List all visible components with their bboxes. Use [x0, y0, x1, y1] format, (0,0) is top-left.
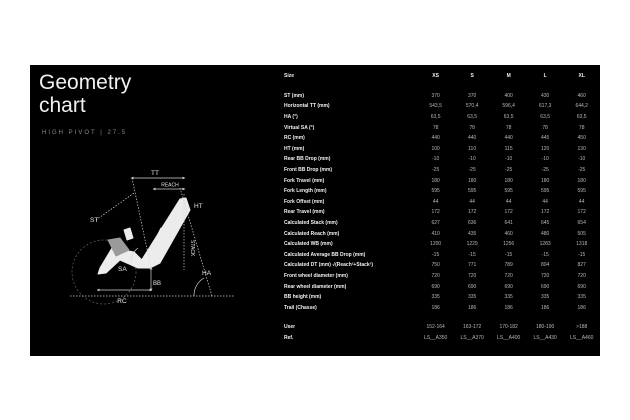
row-value: 172 — [577, 209, 586, 216]
row-label: Fork Offset (mm) — [284, 198, 325, 205]
row-value: -25 — [505, 167, 513, 174]
row-value: 186 — [431, 304, 440, 311]
row-value: 690 — [577, 283, 586, 290]
size-header: L — [543, 73, 547, 80]
table-row — [282, 144, 600, 155]
row-value: 505 — [577, 230, 586, 237]
table-row — [282, 154, 600, 165]
row-label: HT (mm) — [284, 145, 305, 152]
row-value: 641 — [504, 220, 513, 227]
diagram-label-bb: BB — [153, 281, 162, 287]
footer-value: LS__A430 — [533, 334, 557, 341]
row-value: 595 — [504, 188, 513, 195]
row-label: Front BB Drop (mm) — [284, 167, 333, 174]
row-label: Front wheel diameter (mm) — [284, 272, 348, 279]
row-value: 435 — [467, 230, 477, 237]
table-row — [282, 292, 600, 303]
row-value: 78 — [505, 124, 512, 131]
row-value: 63,5 — [540, 114, 551, 121]
row-value: 720 — [577, 272, 586, 279]
row-value: 78 — [469, 124, 475, 131]
row-value: 636 — [467, 220, 477, 227]
row-value: 186 — [540, 304, 550, 311]
row-value: 410 — [431, 230, 440, 237]
row-value: 172 — [431, 209, 440, 216]
table-row — [282, 165, 600, 176]
row-label: Rear Travel (mm) — [284, 209, 325, 216]
diagram-label-stack: STACK — [189, 240, 195, 257]
row-label: Rear BB Drop (mm) — [284, 156, 331, 163]
row-value: -15 — [541, 251, 549, 258]
table-row — [282, 271, 600, 282]
diagram-label-ht: HT — [194, 203, 203, 210]
table-row — [282, 239, 600, 250]
row-spacer — [282, 82, 600, 91]
table-row — [282, 207, 600, 218]
row-label: Calculated Stack (mm) — [284, 220, 338, 227]
footer-value: 170-182 — [499, 324, 518, 331]
size-header: XL — [578, 73, 585, 80]
row-value: 115 — [504, 145, 513, 152]
table-row — [282, 197, 600, 208]
table-row — [282, 122, 600, 133]
row-value: 690 — [504, 283, 513, 290]
row-value: 180 — [577, 177, 586, 184]
row-value: 63,5 — [503, 114, 514, 121]
table-row — [282, 260, 600, 271]
page-title — [39, 71, 131, 117]
row-value: 172 — [504, 209, 513, 216]
row-value: -25 — [432, 167, 440, 174]
frame-geometry-diagram — [34, 168, 234, 318]
footer-value: LS__A400 — [496, 334, 521, 341]
row-value: 771 — [467, 262, 477, 269]
row-value: -25 — [468, 167, 476, 174]
table-row — [282, 218, 600, 229]
row-value: -15 — [505, 251, 513, 258]
row-value: 460 — [504, 230, 513, 237]
diagram-label-st: ST — [90, 217, 99, 224]
size-header: XS — [432, 73, 439, 80]
row-value: 180 — [467, 177, 477, 184]
diagram-label-rc: RC — [117, 298, 127, 305]
row-spacer — [282, 313, 600, 322]
row-value: 1256 — [503, 241, 515, 248]
row-value: 63,5 — [467, 114, 477, 121]
table-row — [282, 302, 600, 313]
row-value: 335 — [467, 294, 477, 301]
row-value: 720 — [504, 272, 513, 279]
size-header: M — [506, 73, 511, 80]
row-value: 789 — [504, 262, 513, 269]
row-value: 130 — [577, 145, 586, 152]
row-label: Calculated WB (mm) — [284, 241, 333, 248]
row-label: Horizontal TT (mm) — [284, 103, 330, 110]
ha-arc — [194, 278, 204, 296]
row-value: 78 — [578, 124, 585, 131]
row-value: 1200 — [430, 241, 442, 248]
row-value: 370 — [431, 92, 440, 99]
row-label: Trail (Chasse) — [284, 304, 317, 311]
table-row — [282, 112, 600, 123]
row-value: -10 — [505, 156, 513, 163]
row-value: 595 — [467, 188, 477, 195]
row-value: 644,2 — [575, 103, 588, 110]
row-value: 120 — [540, 145, 550, 152]
footer-value: LS__A460 — [570, 334, 594, 341]
row-value: 180 — [504, 177, 513, 184]
title-line-2: chart — [39, 94, 86, 117]
footer-value: LS__A350 — [423, 334, 448, 341]
row-value: 440 — [467, 135, 477, 142]
row-value: 180 — [431, 177, 440, 184]
row-value: 335 — [577, 294, 586, 301]
row-value: 720 — [540, 272, 550, 279]
row-value: 186 — [467, 304, 477, 311]
table-row — [282, 101, 600, 112]
footer-label: User — [284, 324, 296, 331]
row-value: 186 — [504, 304, 513, 311]
row-value: 44 — [542, 198, 548, 205]
row-value: 450 — [577, 135, 586, 142]
diagram-label-sa: SA — [118, 266, 127, 273]
footer-value: 180-190 — [535, 324, 555, 331]
row-value: 440 — [431, 135, 440, 142]
row-value: 44 — [432, 198, 439, 205]
row-value: 1283 — [539, 241, 551, 248]
row-value: 750 — [431, 262, 440, 269]
row-value: -10 — [432, 156, 440, 163]
row-value: 172 — [540, 209, 550, 216]
row-value: 804 — [540, 262, 550, 269]
row-label: ST (mm) — [284, 92, 304, 99]
table-row — [282, 228, 600, 239]
row-value: -10 — [578, 156, 586, 163]
row-value: 596,4 — [502, 103, 515, 110]
geometry-table — [282, 71, 600, 343]
row-value: 570,4 — [465, 103, 479, 110]
row-value: 690 — [431, 283, 440, 290]
row-value: 78 — [542, 124, 548, 131]
row-label: Calculated Reach (mm) — [284, 230, 340, 237]
row-value: 400 — [504, 92, 513, 99]
title-line-1: Geometry — [39, 71, 132, 94]
row-value: -25 — [578, 167, 586, 174]
table-row — [282, 91, 600, 102]
row-value: 480 — [540, 230, 550, 237]
row-value: 78 — [432, 124, 439, 131]
table-footer-row — [282, 333, 600, 344]
table-row — [282, 250, 600, 261]
st-line — [96, 193, 134, 220]
row-value: 370 — [467, 92, 477, 99]
size-header: S — [470, 73, 474, 80]
row-label: Calculated Average BB Drop (mm) — [284, 251, 366, 258]
row-value: 100 — [431, 145, 440, 152]
row-value: 627 — [431, 220, 440, 227]
row-label: HA (°) — [284, 114, 298, 121]
row-value: 186 — [577, 304, 586, 311]
row-label: Fork Travel (mm) — [284, 177, 325, 184]
footer-value: >188 — [576, 324, 588, 331]
row-value: 63,5 — [430, 114, 441, 121]
row-value: 440 — [504, 135, 513, 142]
row-value: 654 — [577, 220, 586, 227]
row-value: 827 — [577, 262, 586, 269]
row-value: 335 — [504, 294, 513, 301]
row-label: Rear wheel diameter (mm) — [284, 283, 347, 290]
row-value: 595 — [577, 188, 586, 195]
row-value: 460 — [577, 92, 586, 99]
geometry-sheet — [30, 65, 600, 356]
table-footer-row — [282, 322, 600, 333]
row-value: -10 — [541, 156, 549, 163]
row-value: 1318 — [576, 241, 588, 248]
table-row — [282, 281, 600, 292]
row-value: 180 — [540, 177, 550, 184]
table-row — [282, 186, 600, 197]
footer-value: 152-164 — [426, 324, 445, 331]
row-value: 44 — [578, 198, 585, 205]
table-row — [282, 133, 600, 144]
row-value: -25 — [541, 167, 549, 174]
footer-label: Ref. — [284, 334, 294, 341]
bike-frame-silhouette — [98, 198, 190, 274]
row-label: Calculated DT (mm) √(Reach²+Stack²) — [284, 262, 374, 269]
row-value: 1229 — [466, 241, 478, 248]
table-row — [282, 175, 600, 186]
row-value: -15 — [578, 251, 586, 258]
page-subtitle: HIGH PIVOT | 27.5 — [42, 130, 128, 136]
row-value: 110 — [468, 145, 477, 152]
row-value: 543,5 — [429, 103, 442, 110]
row-value: 63,5 — [576, 114, 587, 121]
row-value: 690 — [467, 283, 477, 290]
row-value: 172 — [467, 209, 477, 216]
row-value: 720 — [431, 272, 440, 279]
row-value: 44 — [505, 198, 512, 205]
row-label: Fork Length (mm) — [284, 188, 327, 195]
row-label: BB height (mm) — [284, 294, 322, 301]
diagram-label-ha: HA — [202, 270, 212, 277]
footer-value: 163-172 — [462, 324, 482, 331]
row-value: -10 — [468, 156, 476, 163]
row-value: 720 — [467, 272, 477, 279]
row-value: 690 — [540, 283, 550, 290]
footer-value: LS__A370 — [460, 334, 484, 341]
row-value: 445 — [540, 135, 550, 142]
row-label: RC (mm) — [284, 135, 305, 142]
row-value: -15 — [468, 251, 476, 258]
row-value: 617,3 — [538, 103, 552, 110]
row-label: Virtual SA (°) — [284, 124, 315, 131]
diagram-label-tt: TT — [151, 170, 159, 177]
row-value: 595 — [540, 188, 550, 195]
row-value: 335 — [431, 294, 440, 301]
row-value: 645 — [540, 220, 550, 227]
row-value: -15 — [432, 251, 440, 258]
table-header-row — [282, 71, 600, 82]
row-value: 430 — [540, 92, 550, 99]
header-label: Size — [284, 73, 295, 80]
row-value: 44 — [469, 198, 475, 205]
diagram-label-reach: REACH — [161, 182, 179, 189]
row-value: 595 — [431, 188, 440, 195]
row-value: 335 — [540, 294, 550, 301]
